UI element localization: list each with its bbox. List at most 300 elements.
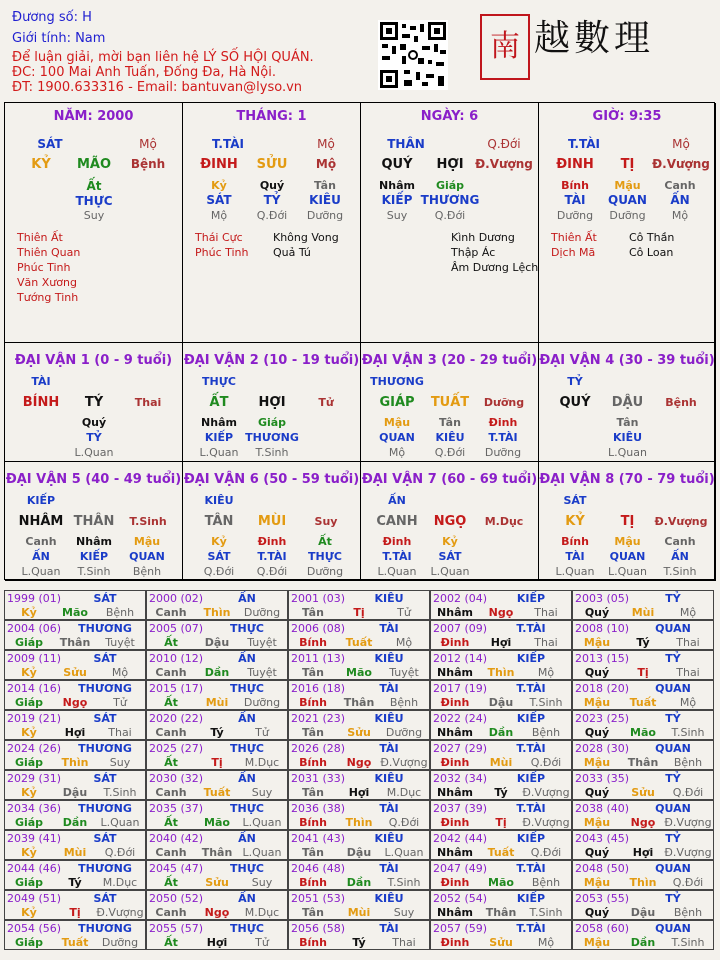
year-stem: Mậu [583, 876, 611, 889]
year-state: Q.Đới [104, 846, 136, 859]
year-label: 2024 (26) [7, 742, 62, 755]
year-label: 2003 (05) [575, 592, 630, 605]
hidden-god: KIÊU [435, 431, 465, 444]
annual-luck-cell [146, 800, 288, 830]
annual-luck-cell [146, 620, 288, 650]
year-branch: Thìn [61, 756, 89, 769]
year-stem: Giáp [14, 936, 44, 949]
year-god: TỶ [665, 892, 681, 905]
pillar-title: NGÀY: 6 [420, 109, 479, 124]
year-stem: Kỷ [21, 846, 37, 859]
year-state: Thai [676, 636, 700, 649]
year-stem: Nhâm [437, 906, 473, 919]
dai-van-cell [361, 343, 539, 462]
year-branch: Tuất [203, 786, 231, 799]
year-god: T.TÀI [516, 742, 546, 755]
year-stem: Bính [299, 636, 327, 649]
annual-luck-cell [288, 590, 430, 620]
year-label: 2009 (11) [7, 652, 62, 665]
annual-luck-cell [572, 590, 714, 620]
dai-van-god: TỶ [567, 375, 583, 388]
year-state: M.Dục [102, 876, 138, 889]
year-branch: Sửu [489, 936, 513, 949]
year-branch: Ngọ [204, 906, 230, 919]
hidden-state: Dưỡng [556, 209, 594, 222]
dai-van-cell [5, 343, 183, 462]
year-branch: Tị [211, 756, 223, 769]
year-state: L.Quan [384, 846, 424, 859]
year-state: Tử [255, 726, 269, 739]
dai-van-state: Tử [318, 396, 334, 409]
year-branch: Hợi [348, 786, 370, 799]
pillar-title: GIỜ: 9:35 [592, 109, 662, 124]
annual-luck-cell [430, 830, 572, 860]
year-state: Đ.Vượng [664, 816, 712, 829]
star-name: Kình Dương [451, 231, 515, 244]
hidden-god: KIÊU [309, 193, 341, 207]
hidden-stem: Đinh [488, 416, 518, 429]
year-stem: Đinh [440, 936, 470, 949]
year-branch: Ngọ [346, 756, 372, 769]
annual-luck-cell [288, 830, 430, 860]
year-branch: Tị [637, 666, 649, 679]
annual-luck-cell [146, 830, 288, 860]
year-state: Dưỡng [243, 606, 281, 619]
annual-luck-cell [430, 680, 572, 710]
year-branch: Hợi [632, 846, 654, 859]
year-label: 2026 (28) [291, 742, 346, 755]
year-state: Suy [251, 786, 273, 799]
year-stem: Đinh [440, 756, 470, 769]
year-label: 2000 (02) [149, 592, 204, 605]
year-branch: Hợi [64, 726, 86, 739]
year-branch: Thìn [629, 876, 657, 889]
year-label: 2011 (13) [291, 652, 346, 665]
year-god: TÀI [379, 742, 399, 755]
gender: Giới tính: Nam [12, 31, 106, 46]
year-god: KIÊU [374, 652, 404, 665]
hidden-state: L.Quan [377, 565, 417, 578]
year-label: 2048 (50) [575, 862, 630, 875]
hidden-stem: Kỷ [211, 179, 227, 192]
year-stem: Bính [299, 756, 327, 769]
year-god: QUAN [655, 742, 691, 755]
year-label: 2055 (57) [149, 922, 204, 935]
year-stem: Đinh [440, 696, 470, 709]
year-label: 2010 (12) [149, 652, 204, 665]
year-stem: Mậu [583, 756, 611, 769]
year-god: T.TÀI [516, 802, 546, 815]
year-stem: Nhâm [437, 846, 473, 859]
annual-luck-cell [4, 680, 146, 710]
year-stem: Quý [584, 846, 610, 859]
year-god: KIẾP [516, 772, 546, 785]
year-state: L.Quan [100, 816, 140, 829]
hidden-god: KIÊU [612, 431, 643, 444]
hidden-state: Mộ [671, 209, 689, 222]
year-state: T.Sinh [529, 906, 563, 919]
year-state: Đ.Vượng [522, 816, 570, 829]
year-state: T.Sinh [529, 696, 563, 709]
year-label: 2027 (29) [433, 742, 488, 755]
contact-line: Để luận giải, mời bạn liên hệ LÝ SỐ HỘI QUÁN. [12, 50, 314, 65]
hidden-state: T.Sinh [77, 565, 111, 578]
hidden-god: TÀI [565, 550, 585, 563]
annual-luck-cell [288, 920, 430, 950]
year-god: SÁT [93, 712, 117, 725]
year-branch: Dậu [488, 696, 514, 709]
year-stem: Ất [164, 936, 178, 949]
year-branch: Thân [59, 636, 91, 649]
year-god: QUAN [655, 802, 691, 815]
year-stem: Bính [299, 876, 327, 889]
year-branch: Thìn [487, 666, 515, 679]
year-branch: Mão [204, 816, 230, 829]
annual-luck-cell [4, 650, 146, 680]
hidden-state: Dưỡng [306, 209, 344, 222]
year-stem: Đinh [440, 876, 470, 889]
year-state: Tuyệt [389, 666, 419, 679]
hidden-god: QUAN [379, 431, 415, 444]
annual-luck-cell [4, 620, 146, 650]
year-stem: Canh [155, 606, 187, 619]
hidden-state: L.Quan [21, 565, 61, 578]
dai-van-title: ĐẠI VẬN 5 (40 - 49 tuổi) [5, 472, 182, 487]
year-god: SÁT [93, 592, 117, 605]
year-branch: Dần [204, 666, 230, 679]
hidden-stem: Mậu [383, 416, 411, 429]
year-stem: Canh [155, 666, 187, 679]
star-name: Quả Tú [273, 246, 311, 259]
year-state: T.Sinh [671, 726, 705, 739]
year-god: TỶ [665, 592, 681, 605]
star-name: Phúc Tinh [195, 246, 249, 259]
year-label: 2035 (37) [149, 802, 204, 815]
branch-state: Đ.Vượng [475, 157, 533, 171]
annual-luck-cell [288, 770, 430, 800]
annual-luck-cell [288, 710, 430, 740]
year-state: Dưỡng [243, 696, 281, 709]
year-god: KIÊU [374, 772, 404, 785]
year-label: 2028 (30) [575, 742, 630, 755]
hidden-stem: Đinh [382, 535, 412, 548]
year-stem: Mậu [583, 636, 611, 649]
dai-van-branch: NGỌ [433, 514, 467, 529]
annual-luck-cell [430, 620, 572, 650]
year-state: Bệnh [673, 756, 703, 769]
year-god: TÀI [379, 622, 399, 635]
annual-luck-cell [146, 590, 288, 620]
star-name: Cô Loan [629, 246, 674, 259]
annual-luck-cell [572, 680, 714, 710]
year-label: 2052 (54) [433, 892, 488, 905]
top-god: SÁT [37, 137, 63, 151]
dai-van-state: Bệnh [665, 396, 697, 409]
year-branch: Tuất [345, 636, 373, 649]
year-god: THỰC [230, 862, 264, 875]
dai-van-cell [361, 462, 539, 581]
hidden-god: T.TÀI [382, 550, 412, 563]
year-stem: Mậu [583, 696, 611, 709]
pillar-cell [5, 103, 183, 343]
dai-van-god: KIẾP [26, 494, 56, 507]
dai-van-state: T.Sinh [129, 515, 167, 528]
year-stem: Giáp [14, 756, 44, 769]
dai-van-branch: TUẤT [430, 395, 470, 410]
year-branch: Thân [485, 906, 517, 919]
pillar-cell [183, 103, 361, 343]
year-god: SÁT [93, 892, 117, 905]
star-name: Văn Xương [17, 276, 77, 289]
hidden-god: THƯƠNG [420, 193, 480, 207]
year-state: Bệnh [531, 876, 561, 889]
year-branch: Hợi [206, 936, 228, 949]
year-branch: Sửu [205, 876, 229, 889]
hidden-stem: Mậu [614, 179, 641, 192]
year-god: ẤN [238, 832, 256, 845]
year-label: 2029 (31) [7, 772, 62, 785]
year-stem: Tân [302, 666, 324, 679]
pillar-grid [4, 102, 715, 580]
dai-van-title: ĐẠI VẬN 7 (60 - 69 tuổi) [361, 472, 538, 487]
hidden-stem: Kỷ [442, 535, 458, 548]
year-god: KIÊU [374, 712, 404, 725]
year-god: KIẾP [516, 652, 546, 665]
year-god: SÁT [93, 832, 117, 845]
year-branch: Tuất [629, 696, 657, 709]
annual-luck-cell [572, 620, 714, 650]
year-god: TÀI [379, 922, 399, 935]
year-god: TÀI [379, 802, 399, 815]
hidden-state: T.Sinh [663, 565, 697, 578]
annual-luck-cell [146, 650, 288, 680]
hidden-stem: Tân [314, 179, 336, 192]
hidden-god: SÁT [207, 550, 231, 563]
year-state: Bệnh [105, 606, 135, 619]
year-label: 1999 (01) [7, 592, 62, 605]
hidden-state: T.Sinh [255, 446, 289, 459]
dai-van-god: SÁT [563, 494, 587, 507]
annual-luck-cell [430, 800, 572, 830]
dai-van-branch: THÂN [73, 514, 115, 529]
hidden-god: ẤN [671, 550, 689, 563]
top-god: T.TÀI [568, 137, 600, 151]
year-god: QUAN [655, 622, 691, 635]
annual-luck-cell [146, 740, 288, 770]
year-stem: Ất [164, 636, 178, 649]
year-god: SÁT [93, 772, 117, 785]
hidden-state: L.Quan [74, 446, 114, 459]
dai-van-title: ĐẠI VẬN 8 (70 - 79 tuổi) [539, 472, 715, 487]
year-stem: Kỷ [21, 606, 37, 619]
year-branch: Sửu [347, 726, 371, 739]
year-branch: Mùi [347, 906, 371, 919]
pillar-title: THÁNG: 1 [236, 109, 307, 124]
hidden-god: SÁT [206, 193, 232, 207]
brand-seal: 南 [480, 14, 530, 80]
hidden-stem: Giáp [435, 179, 465, 192]
annual-luck-cell [4, 740, 146, 770]
year-stem: Tân [302, 846, 324, 859]
hidden-stem: Bính [561, 535, 589, 548]
year-stem: Tân [302, 726, 324, 739]
dai-van-state: Đ.Vượng [654, 515, 708, 528]
year-god: THƯƠNG [78, 922, 132, 935]
star-name: Thiên Ất [551, 231, 597, 244]
hidden-stem: Quý [81, 416, 107, 429]
year-stem: Mậu [583, 936, 611, 949]
hidden-god: SÁT [438, 550, 462, 563]
year-stem: Quý [584, 786, 610, 799]
year-state: T.Sinh [671, 936, 705, 949]
top-state: Mộ [139, 137, 157, 151]
annual-luck-cell [572, 800, 714, 830]
year-god: THƯƠNG [78, 682, 132, 695]
year-stem: Đinh [440, 816, 470, 829]
hidden-stem: Tân [616, 416, 639, 429]
hidden-stem: Đinh [257, 535, 287, 548]
year-branch: Thân [627, 756, 659, 769]
year-god: T.TÀI [516, 922, 546, 935]
year-branch: Dần [488, 726, 514, 739]
top-god: T.TÀI [212, 137, 244, 151]
earthly-branch: HỢI [436, 157, 464, 172]
star-name: Tướng Tinh [17, 291, 79, 304]
year-god: QUAN [655, 682, 691, 695]
hidden-god: ẤN [670, 193, 690, 207]
annual-luck-cell [288, 620, 430, 650]
hidden-state: Q.Đới [256, 565, 288, 578]
dai-van-state: Dưỡng [483, 396, 525, 409]
year-label: 2057 (59) [433, 922, 488, 935]
hidden-stem: Bính [561, 179, 589, 192]
heavenly-stem: ĐINH [556, 157, 594, 172]
year-branch: Mùi [205, 696, 229, 709]
year-god: KIẾP [516, 832, 546, 845]
year-branch: Tị [69, 906, 81, 919]
year-stem: Ất [164, 876, 178, 889]
year-label: 2036 (38) [291, 802, 346, 815]
hidden-stem: Ất [318, 535, 332, 548]
dai-van-branch: MÙI [257, 514, 287, 529]
hidden-stem: Nhâm [201, 416, 237, 429]
hidden-stem: Giáp [257, 416, 287, 429]
year-branch: Tị [353, 606, 365, 619]
hidden-god: TÀI [564, 193, 586, 207]
year-state: Mộ [679, 606, 697, 619]
year-label: 2008 (10) [575, 622, 630, 635]
dai-van-stem: GIÁP [379, 395, 415, 410]
year-stem: Giáp [14, 636, 44, 649]
hidden-stem: Mậu [133, 535, 161, 548]
year-state: Đ.Vượng [96, 906, 144, 919]
hidden-state: Suy [83, 209, 105, 222]
heavenly-stem: ĐINH [200, 157, 238, 172]
annual-luck-cell [288, 650, 430, 680]
year-label: 2021 (23) [291, 712, 346, 725]
year-label: 2004 (06) [7, 622, 62, 635]
dai-van-god: ẤN [388, 494, 406, 507]
year-label: 2019 (21) [7, 712, 62, 725]
year-state: Bệnh [389, 696, 419, 709]
year-branch: Thìn [345, 816, 373, 829]
year-god: ẤN [238, 892, 256, 905]
hidden-stem: Canh [25, 535, 57, 548]
year-god: THỰC [230, 622, 264, 635]
year-label: 2056 (58) [291, 922, 346, 935]
hidden-god: QUAN [608, 193, 647, 207]
annual-luck-cell [146, 710, 288, 740]
year-branch: Mão [488, 876, 514, 889]
address-line: ĐC: 100 Mai Anh Tuấn, Đống Đa, Hà Nội. [12, 65, 276, 80]
year-god: KIẾP [516, 892, 546, 905]
year-state: Q.Đới [530, 846, 562, 859]
annual-luck-table [4, 590, 715, 950]
earthly-branch: TỊ [620, 157, 635, 172]
header [0, 0, 720, 100]
year-label: 2002 (04) [433, 592, 488, 605]
dai-van-stem: NHÂM [18, 514, 64, 529]
hidden-god: T.TÀI [488, 431, 518, 444]
dai-van-cell [183, 462, 361, 581]
star-name: Phúc Tinh [17, 261, 71, 274]
pillar-title: NĂM: 2000 [53, 109, 134, 124]
star-name: Thập Ác [451, 246, 496, 259]
dai-van-cell [5, 462, 183, 581]
annual-luck-cell [572, 890, 714, 920]
annual-luck-cell [572, 770, 714, 800]
year-branch: Mùi [63, 846, 87, 859]
year-state: Mộ [395, 636, 413, 649]
dai-van-god: THỰC [202, 375, 236, 388]
year-label: 2043 (45) [575, 832, 630, 845]
year-label: 2014 (16) [7, 682, 62, 695]
year-stem: Nhâm [437, 726, 473, 739]
year-god: KIẾP [516, 592, 546, 605]
year-label: 2047 (49) [433, 862, 488, 875]
year-god: THƯƠNG [78, 622, 132, 635]
year-stem: Quý [584, 906, 610, 919]
star-name: Không Vong [273, 231, 339, 244]
year-branch: Tý [636, 636, 650, 649]
year-stem: Kỷ [21, 906, 37, 919]
hidden-god: QUAN [129, 550, 165, 563]
year-god: SÁT [93, 652, 117, 665]
year-state: Bệnh [673, 906, 703, 919]
annual-luck-cell [572, 710, 714, 740]
year-branch: Dậu [204, 636, 230, 649]
year-branch: Dần [346, 876, 372, 889]
annual-luck-cell [4, 860, 146, 890]
year-label: 2041 (43) [291, 832, 346, 845]
annual-luck-cell [430, 890, 572, 920]
year-god: KIÊU [374, 832, 404, 845]
hidden-stem: Nhâm [379, 179, 415, 192]
hidden-god: T.TÀI [257, 550, 287, 563]
hidden-god: KIẾP [381, 193, 413, 207]
year-label: 2007 (09) [433, 622, 488, 635]
year-branch: Mão [62, 606, 88, 619]
year-god: TỶ [665, 652, 681, 665]
earthly-branch: MÃO [76, 157, 112, 172]
year-state: M.Dục [244, 906, 280, 919]
year-state: Q.Đới [672, 786, 704, 799]
annual-luck-cell [572, 740, 714, 770]
year-branch: Tý [68, 876, 82, 889]
year-state: Dưỡng [385, 726, 423, 739]
dai-van-title: ĐẠI VẬN 4 (30 - 39 tuổi) [539, 353, 715, 368]
dai-van-stem: KỶ [565, 514, 585, 529]
